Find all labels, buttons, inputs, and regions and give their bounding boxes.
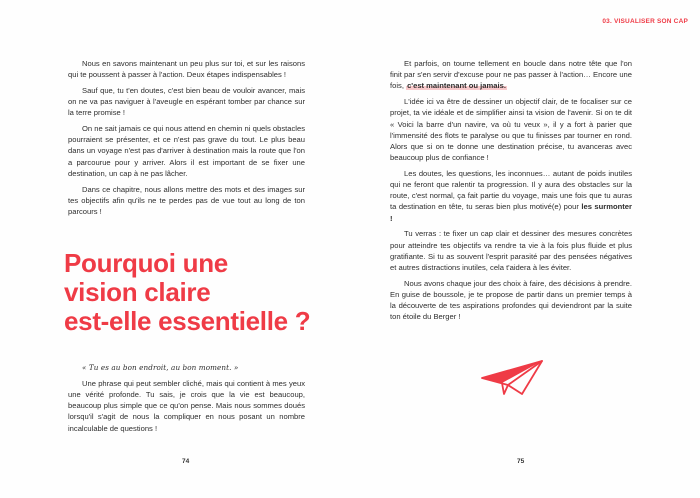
body-paragraph-5: Nous avons chaque jour des choix à faire, des décisions à prendre. En guise de boussole, je te propose de partir dans un premier temps à la découverte de tes aspirations profondes qui deviendront par la suite ton étoile du Berger ! xyxy=(390,278,632,322)
quote-paragraph xyxy=(68,362,305,373)
quote-section xyxy=(68,362,305,438)
intro-paragraph-4: Dans ce chapitre, nous allons mettre des mots et des images sur tes objectifs afin qu'ils ne te perdes pas de vue tout au long de ton parcours ! xyxy=(68,184,305,216)
body-text xyxy=(390,58,632,327)
intro-paragraph-1: Nous en savons maintenant un peu plus sur toi, et sur les raisons qui te poussent à passer à l'action. Deux étapes indispensables ! xyxy=(68,59,305,80)
right-page xyxy=(350,0,700,498)
intro-paragraph-2: Sauf que, tu t'en doutes, c'est bien beau de vouloir avancer, mais on ne va pas naviguer à l'aveugle en espérant tomber par chance sur la terre promise ! xyxy=(68,85,305,118)
section-title-line-3: est-elle essentielle ? xyxy=(64,306,311,336)
bold-phrase: les surmonter ! xyxy=(390,202,632,223)
body-paragraph-3-text: Les doutes, les questions, les inconnues… autant de poids inutiles qui ne feront que ralentir ta progression. Il y aura des obstacles sur la route, c'est normal, ça fait partie du voyage, mais une fois que tu auras ta destination en tête, tu seras bien plus motivé(e) pour xyxy=(390,168,632,212)
page-number-right: 75 xyxy=(517,458,525,465)
section-title-line-2: vision claire xyxy=(64,277,211,307)
paper-plane-icon xyxy=(478,358,546,398)
page-number-left: 74 xyxy=(182,458,190,465)
body-paragraph-4: Tu verras : te fixer un cap clair et dessiner des mesures concrètes pour atteindre tes objectifs va rendre ta vie à la fois plus fluide et plus gratifiante. Si tu as souvent l'esprit parasité par des pensées négatives et autres distractions inutiles, cela t'aidera à les éviter. xyxy=(390,229,632,272)
handwritten-quote: « Tu es au bon endroit, au bon moment. » xyxy=(82,363,239,372)
body-paragraph-1-text: Et parfois, on tourne tellement en boucle dans notre tête que l'on finit par s'en servir d'excuse pour ne pas passer à l'action… Encore une fois, xyxy=(390,59,632,91)
body-paragraph-2: L'idée ici va être de dessiner un objectif clair, de te focaliser sur ce projet, ta vie idéale et de simplifier ainsi ta vision de l'avenir. Si on te dit « Voici la barre d'un navire, va où tu veux », il y a fort à parier que l'immensité des flots te paralyse ou que tu finisses par tourner en rond. Alors que si on te donne une destination précise, tu avanceras avec beaucoup plus de confiance ! xyxy=(390,97,632,163)
quote-follow-paragraph: Une phrase qui peut sembler cliché, mais qui contient à mes yeux une vérité profonde. Tu sais, je crois que la vie est beaucoup, beaucoup plus simple que ce qu'on pense. Mais nous sommes doués lorsqu'il s'agit de nous la compliquer en nous posant un nombre incalculable de questions ! xyxy=(68,378,305,433)
section-title-line-1: Pourquoi une xyxy=(64,248,228,278)
intro-text xyxy=(68,58,305,222)
highlighted-phrase: c'est maintenant ou jamais. xyxy=(407,81,506,91)
chapter-header: 03. VISUALISER SON CAP xyxy=(602,18,688,25)
body-paragraph-3 xyxy=(390,168,632,224)
intro-paragraph-3: On ne sait jamais ce qui nous attend en chemin ni quels obstacles pourraient se présenter, et ce n'est pas grave du tout. Le plus beau dans un voyage n'est pas d'arriver à destination mais la route que l'on a parcourue pour y arriver. Alors il est important de se fixer une destination, un cap à ne pas lâcher. xyxy=(68,124,305,178)
body-paragraph-1 xyxy=(390,58,632,92)
section-title xyxy=(64,249,334,336)
